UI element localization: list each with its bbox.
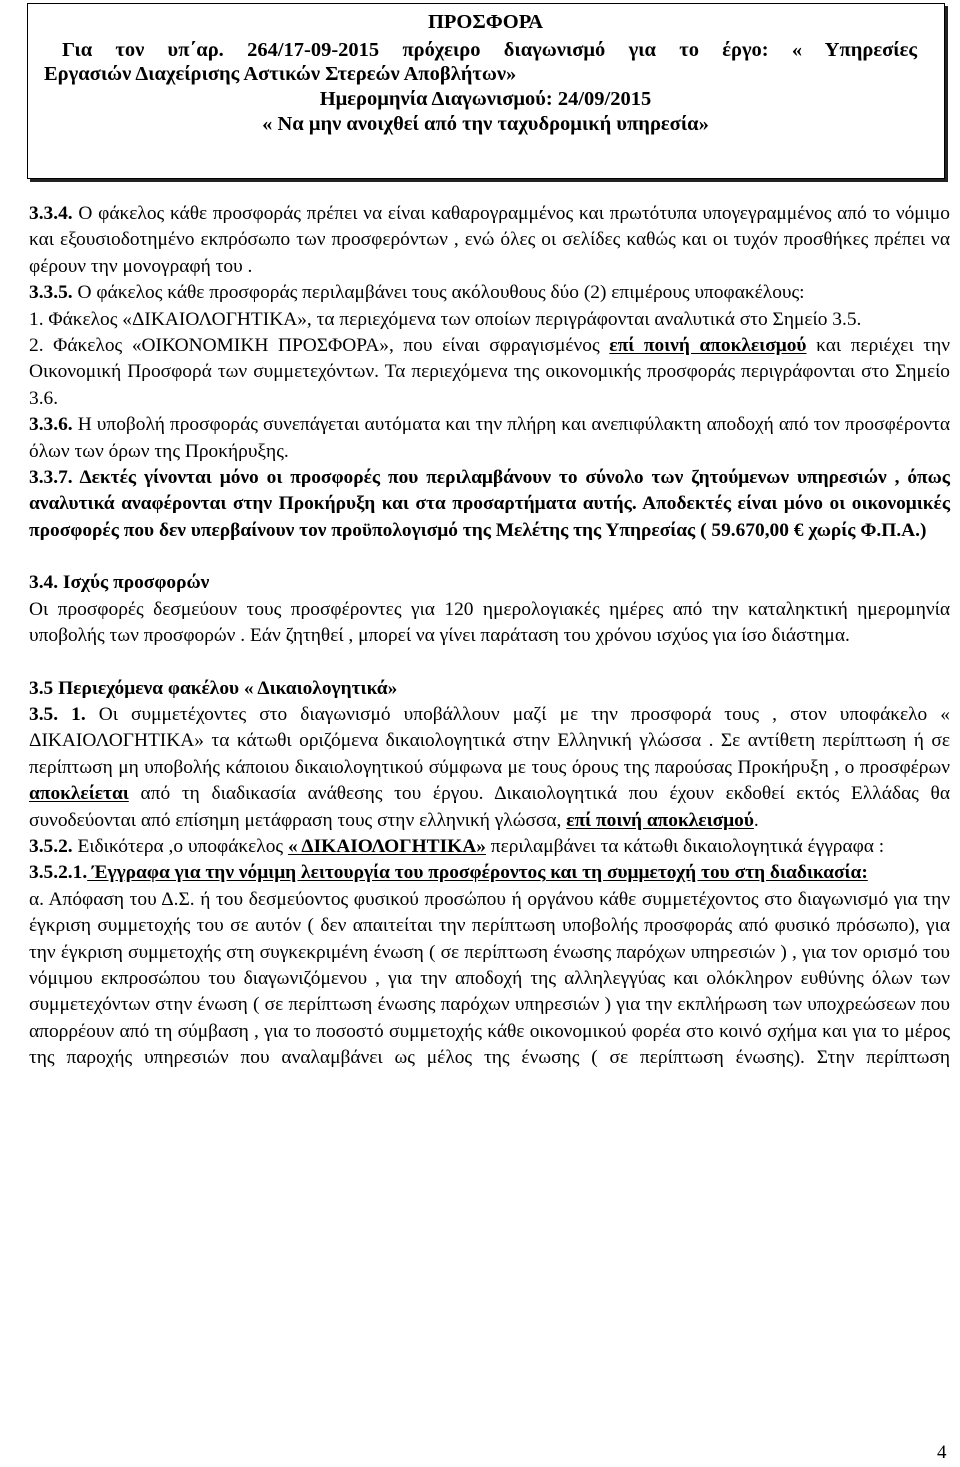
section-text: Ο φάκελος κάθε προσφοράς περιλαμβάνει τους ακόλουθους δύο (2) επιμέρους υποφακέλους:	[72, 282, 805, 304]
section-3-4-text: Οι προσφορές δεσμεύουν τους προσφέροντες για 120 ημερολογιακές ημέρες από την καταληκτική ημερομηνία υποβολής των προσφορών . Εάν ζητηθεί , μπορεί να γίνει παράταση του χρόνου ισχύος για ίσο διάστημα.	[29, 598, 950, 647]
envelope-item-2: 2. Φάκελος «ΟΙΚΟΝΟΜΙΚΗ ΠΡΟΣΦΟΡΑ», που είναι σφραγισμένος επί ποινή αποκλεισμού και περιέχει την Οικονομική Προσφορά των συμμετεχόντων. Τα περιεχόμενα της οικονομικής προσφοράς περιγράφονται στο Σημείο 3.6.	[29, 335, 950, 409]
item-a-paragraph: α. Απόφαση του Δ.Σ. ή του δεσμεύοντος φυσικού προσώπου ή οργάνου κάθε συμμετέχοντος στο διαγωνισμό για την έγκριση συμμετοχής του σε αυτόν ( δεν απαιτείται την περίπτωση υποβολής προσφοράς από φυσικό πρόσωπο), για την έγκριση συμμετοχής στη συγκεκριμένη ένωση ( σε περίπτωση ένωσης παρόχων υπηρεσιών ) , για τον ορισμό του νόμιμου εκπροσώπου του διαγωνιζόμενου , για την αποδοχή της αλληλεγγύας και ολόκληρον ευθύνης όλων των συμμετεχόντων στην ένωση ( σε περίπτωση ένωσης παρόχων υπηρεσιών ) για την εκπλήρωση των υποχρεώσεων που απορρέουν από τη σύμβαση , για το ποσοστό συμμετοχής κάθε οικονομικού φορέα στο κοινό σχήμα και για το μέρος της παροχής υπηρεσιών που αναλαμβάνει ως μέλος της ένωσης ( σε περίπτωση ένωσης). Στην περίπτωση	[29, 888, 950, 1069]
section-3-5-heading: 3.5 Περιεχόμενα φακέλου « Δικαιολογητικά»	[29, 677, 398, 699]
section-3-3-6	[29, 412, 950, 465]
section-number: 3.3.4.	[29, 203, 73, 224]
section-number: 3.5.2.	[29, 835, 73, 857]
section-3-3-4	[29, 201, 950, 280]
header-tender-line: Για τον υπ΄αρ. 264/17-09-2015 πρόχειρο διαγωνισμό για το έργο: « Υπηρεσίες	[62, 39, 917, 61]
section-3-5-2-1	[29, 860, 950, 886]
section-number: 3.3.5.	[29, 282, 73, 304]
document-body	[29, 201, 950, 1072]
section-number: 3.5.2.1.	[29, 862, 88, 884]
header-title: ΠΡΟΣΦΟΡΑ	[427, 11, 544, 33]
section-3-3-5	[29, 280, 950, 306]
section-number: 3.3.6.	[29, 414, 73, 436]
section-3-4-heading: 3.4. Ισχύς προσφορών	[29, 572, 210, 594]
penalty-emphasis: επί ποινή αποκλεισμού	[609, 335, 807, 357]
section-number: 3.3.7.	[29, 467, 73, 489]
excluded-emphasis: αποκλείεται	[29, 783, 129, 805]
header-project-line: Εργασιών Διαχείρισης Αστικών Στερεών Αποβλήτων»	[44, 63, 517, 85]
penalty-emphasis: επί ποινή αποκλεισμού	[566, 809, 754, 831]
header-date-line: Ημερομηνία Διαγωνισμού: 24/09/2015	[319, 88, 652, 110]
section-text: Η υποβολή προσφοράς συνεπάγεται αυτόματα και την πλήρη και ανεπιφύλακτη αποδοχή από τον προσφέροντα όλων των όρων της Προκήρυξης.	[29, 414, 950, 462]
header-postal-note: « Να μην ανοιχθεί από την ταχυδρομική υπηρεσία»	[262, 113, 709, 135]
envelope-item-1: 1. Φάκελος «ΔΙΚΑΙΟΛΟΓΗΤΙΚΑ», τα περιεχόμενα των οποίων περιγράφονται αναλυτικά στο Σημείο 3.5.	[29, 308, 862, 330]
subsection-title: Έγγραφα για την νόμιμη λειτουργία του προσφέροντος και τη συμμετοχή του στη διαδικασία:	[87, 862, 868, 884]
section-3-3-7	[29, 465, 950, 544]
section-3-5-1: 3.5. 1. Οι συμμετέχοντες στο διαγωνισμό υποβάλλουν μαζί με την προσφορά τους , στον υποφάκελο « ΔΙΚΑΙΟΛΟΓΗΤΙΚΑ» τα κάτωθι οριζόμενα δικαιολογητικά στην Ελληνική γλώσσα . Σε αντίθετη περίπτωση ή σε περίπτωση μη υποβολής κάποιου δικαιολογητικού σύμφωνα με τους όρους της παρούσας Προκήρυξη , ο προσφέρων αποκλείεται από τη διαδικασία ανάθεσης του έργου. Δικαιολογητικά που έχουν εκδοθεί εκτός Ελλάδας θα συνοδεύονται από επίσημη μετάφραση τους στην ελληνική γλώσσα, επί ποινή αποκλεισμού.	[29, 703, 950, 831]
section-3-5-2: 3.5.2. Ειδικότερα ,ο υποφάκελος « ΔΙΚΑΙΟΛΟΓΗΤΙΚΑ» περιλαμβάνει τα κάτωθι δικαιολογητικά έγγραφα :	[29, 835, 885, 857]
offer-header-box	[27, 3, 945, 179]
page-number: 4	[937, 1442, 947, 1463]
envelope-name-emphasis: « ΔΙΚΑΙΟΛΟΓΗΤΙΚΑ»	[287, 835, 486, 857]
section-number: 3.5. 1.	[29, 703, 86, 725]
section-text: Ο φάκελος κάθε προσφοράς πρέπει να είναι καθαρογραμμένος και πρωτότυπα υπογεγραμμένος από το νόμιμο και εξουσιοδοτημένο εκπρόσωπο των προσφερόντων , ενώ όλες οι σελίδες καθώς και οι τυχόν προσθήκες πρέπει να φέρουν την μονογραφή του .	[29, 203, 950, 277]
section-text: Δεκτές γίνονται μόνο οι προσφορές που περιλαμβάνουν το σύνολο των ζητούμενων υπηρεσιών , όπως αναλυτικά αναφέρονται στην Προκήρυξη και στα προσαρτήματα αυτής. Αποδεκτές είναι μόνο οι οικονομικές προσφορές που δεν υπερβαίνουν τον προϋπολογισμό της Μελέτης της Υπηρεσίας ( 59.670,00 € χωρίς Φ.Π.Α.)	[29, 467, 950, 541]
